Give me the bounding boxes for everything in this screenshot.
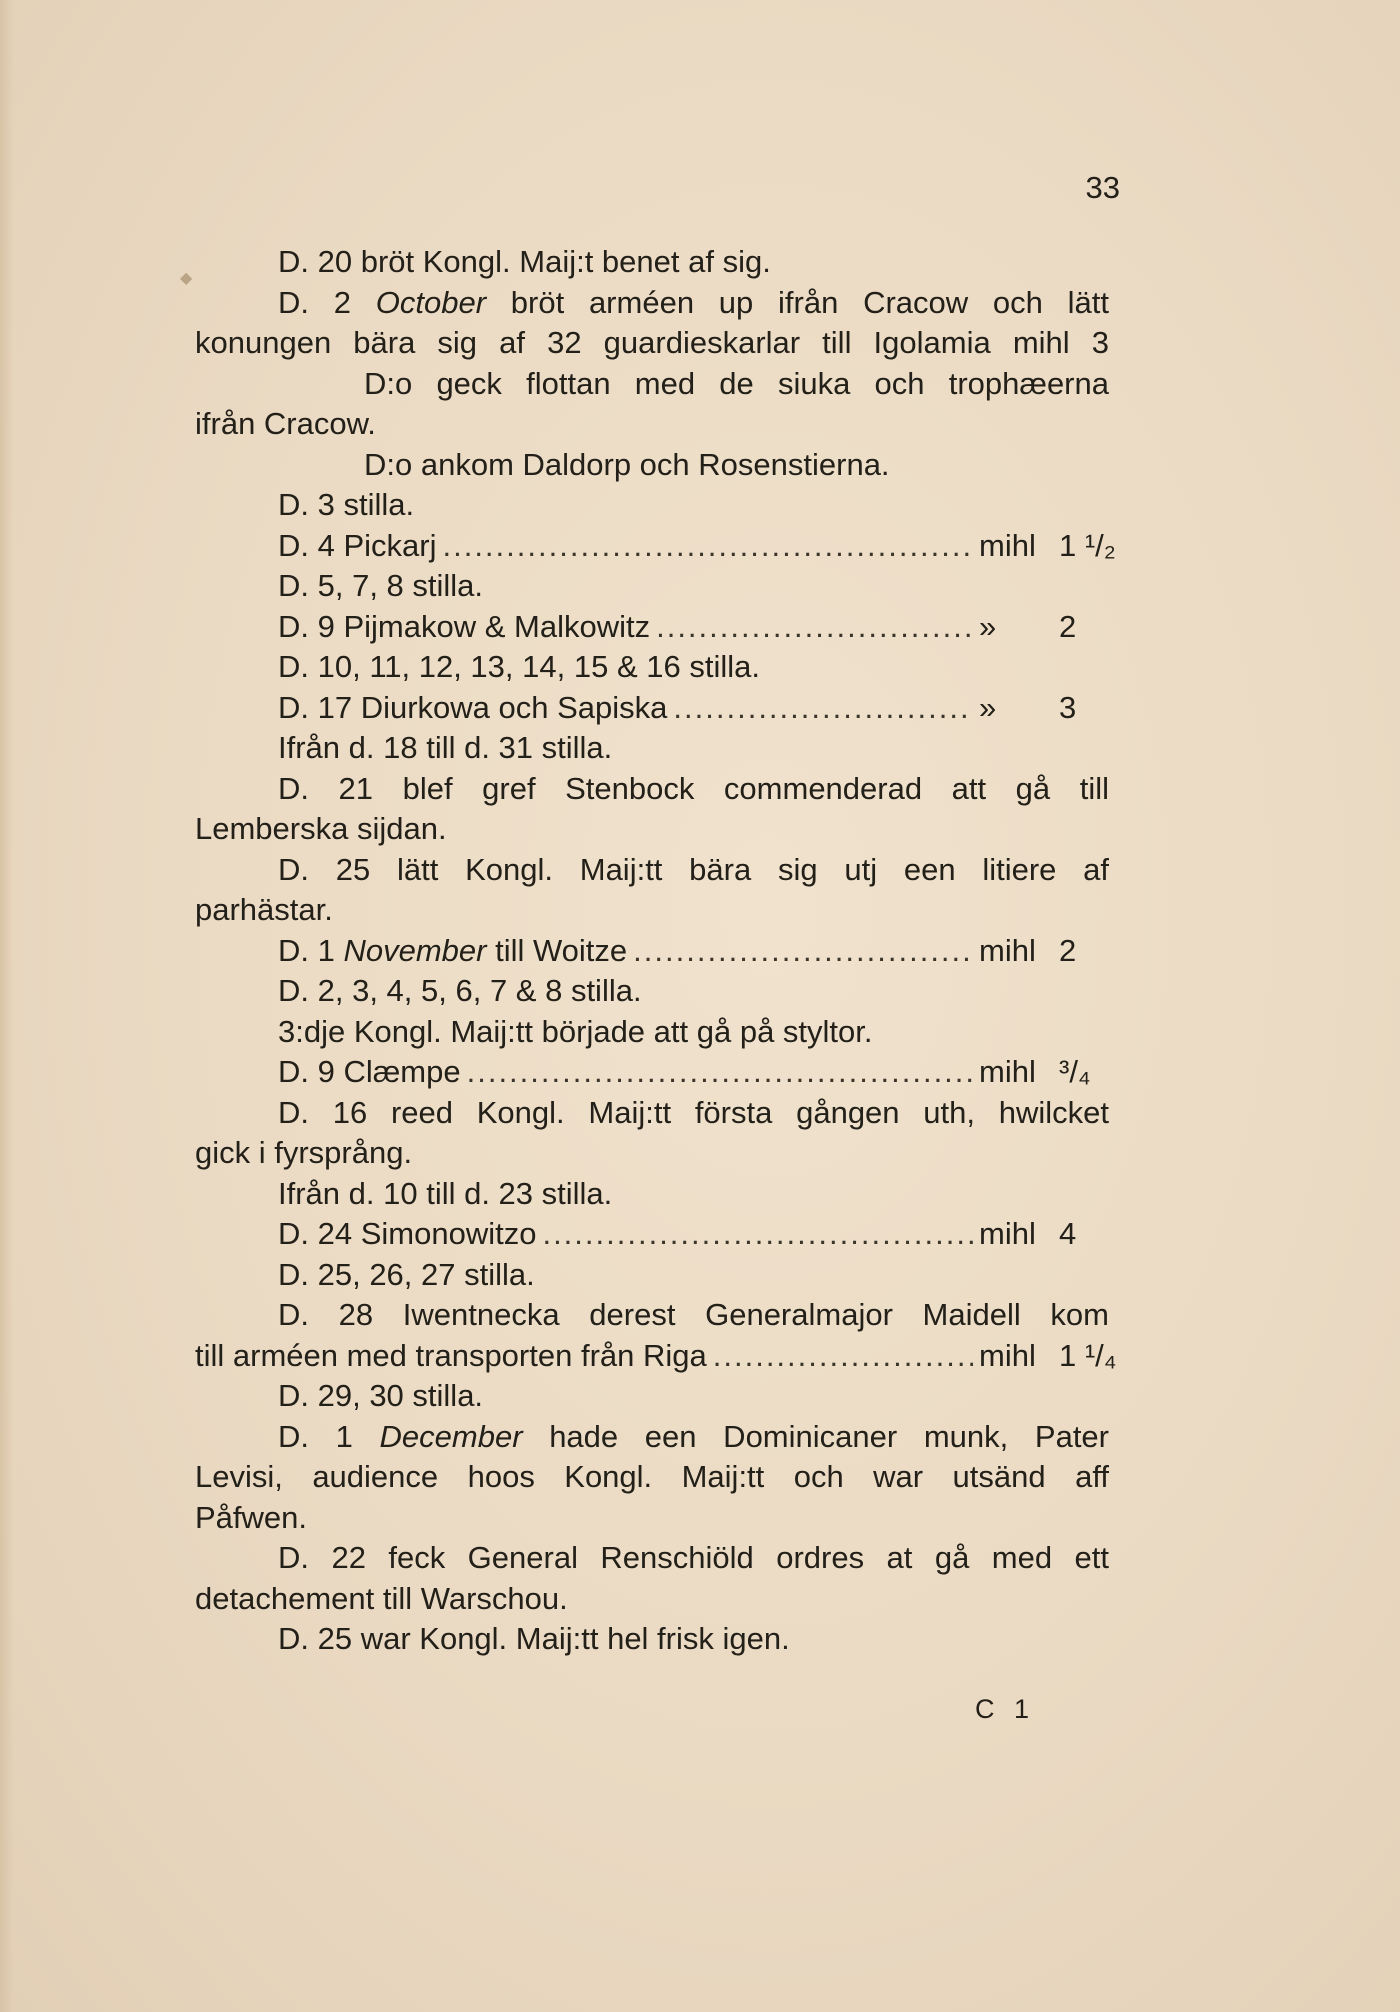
month-name: December	[379, 1418, 523, 1454]
text-line: D. 21 blef gref Stenbock commenderad att gå till	[278, 770, 1109, 806]
dot-leader	[713, 1336, 973, 1377]
page-number: 33	[1085, 170, 1120, 205]
text-line: D. 1 December hade een Dominicaner munk, Pater	[278, 1418, 1109, 1454]
text-line: D. 3 stilla.	[278, 487, 415, 522]
text-line: detachement till Warschou.	[195, 1580, 568, 1616]
text-line: D. 25 lätt Kongl. Maij:tt bära sig utj een litiere af	[278, 851, 1109, 887]
itinerary-line: D. 4 Pickarj ..... mihl 1 ¹/₂	[195, 526, 1109, 567]
text-line: D. 5, 7, 8 stilla.	[278, 568, 484, 603]
text-line: D. 22 feck General Renschiöld ordres at gå med ett	[278, 1540, 1109, 1575]
text-line: Ifrån d. 10 till d. 23 stilla.	[278, 1175, 613, 1211]
text-line: D:o geck flottan med de siuka och trophæerna	[364, 365, 1109, 401]
text-line: 3:dje Kongl. Maij:tt började att gå på styltor.	[278, 1013, 873, 1049]
text-line: Ifrån d. 18 till d. 31 stilla.	[278, 730, 613, 765]
text-line: gick i fyrsprång.	[195, 1135, 413, 1170]
itinerary-line: till arméen med transporten från Riga ..... mihl 1 ¹/₄	[195, 1336, 1109, 1377]
text-line: D. 25 war Kongl. Maij:tt hel frisk igen.	[278, 1621, 790, 1656]
text-line: D. 25, 26, 27 stilla.	[278, 1256, 535, 1292]
text-line: D:o ankom Daldorp och Rosenstierna.	[364, 446, 890, 482]
itinerary-line: D. 17 Diurkowa och Sapiska ..... » 3	[195, 688, 1109, 729]
paper-speck: ◆	[180, 270, 193, 287]
itinerary-line: D. 9 Clæmpe ..... mihl ³/₄	[195, 1052, 1109, 1093]
month-name: November	[343, 932, 487, 968]
dot-leader	[656, 607, 973, 648]
text-line: Påfwen.	[195, 1499, 308, 1535]
text-line: Lemberska sijdan.	[195, 811, 447, 846]
text-line: parhästar.	[195, 892, 333, 927]
page-edge	[0, 0, 14, 2012]
dot-leader	[467, 1052, 973, 1093]
text-line: ifrån Cracow.	[195, 406, 376, 441]
text-line: D. 28 Iwentnecka derest Generalmajor Maidell kom	[278, 1297, 1109, 1332]
text-line: Levisi, audience hoos Kongl. Maij:tt och war utsänd aff	[195, 1459, 1109, 1494]
text-block	[195, 242, 1117, 1660]
itinerary-line: D. 1 November till Woitze ..... mihl 2	[195, 931, 1109, 972]
text-line: D. 29, 30 stilla.	[278, 1378, 484, 1413]
text-line: konungen bära sig af 32 guardieskarlar till Igolamia mihl 3	[195, 325, 1109, 360]
text-line: D. 10, 11, 12, 13, 14, 15 & 16 stilla.	[278, 649, 760, 684]
dot-leader	[442, 526, 973, 567]
month-name: October	[375, 284, 487, 320]
text-line: D. 20 bröt Kongl. Maij:t benet af sig.	[278, 244, 771, 279]
text-line: D. 2 October bröt arméen up ifrån Cracow och lätt	[278, 284, 1109, 320]
dot-leader	[673, 688, 973, 729]
dot-leader	[542, 1214, 973, 1255]
dot-leader	[633, 931, 973, 972]
text-line: D. 2, 3, 4, 5, 6, 7 & 8 stilla.	[278, 973, 642, 1008]
itinerary-line: D. 24 Simonowitzo ..... mihl 4	[195, 1214, 1109, 1255]
itinerary-line: D. 9 Pijmakow & Malkowitz ..... » 2	[195, 607, 1109, 648]
signature-mark: C 1	[975, 1694, 1036, 1724]
text-line: D. 16 reed Kongl. Maij:tt första gången uth, hwilcket	[278, 1094, 1109, 1130]
